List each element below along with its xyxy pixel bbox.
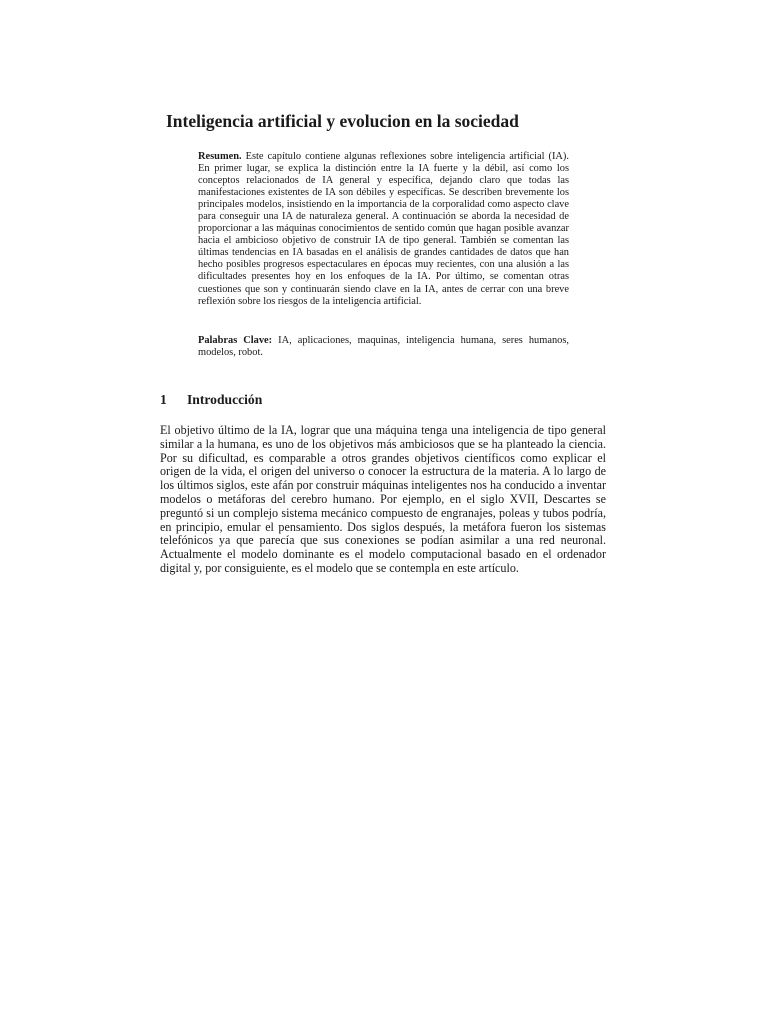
keywords-label: Palabras Clave:: [198, 335, 273, 346]
abstract-label: Resumen.: [198, 151, 242, 162]
keywords-text: IA, aplicaciones, maquinas, inteligencia humana, seres humanos, modelos, robot.: [198, 335, 569, 359]
abstract: [198, 151, 569, 308]
paper-title: Inteligencia artificial y evolucion en la sociedad: [166, 111, 519, 131]
section-number: 1: [160, 392, 167, 407]
introduction-paragraph: El objetivo último de la IA, lograr que una máquina tenga una inteligencia de tipo general similar a la humana, es uno de los objetivos más ambiciosos que se ha planteado la ciencia. Por su dificultad, es comparable a otros grandes objetivos científicos como explicar el origen de la vida, el origen del universo o conocer la estructura de la materia. A lo largo de los últimos siglos, este afán por construir máquinas inteligentes nos ha conducido a inventar modelos o metáforas del cerebro humano. Por ejemplo, en el siglo XVII, Descartes se preguntó si un complejo sistema mecánico compuesto de engranajes, poleas y tubos podría, en principio, emular el pensamiento. Dos siglos después, la metáfora fueron los sistemas telefónicos ya que parecía que sus conexiones se podían asimilar a una red neuronal. Actualmente el modelo dominante es el modelo computacional basado en el ordenador digital y, por consiguiente, es el modelo que se contempla en este artículo.: [160, 423, 606, 575]
section-title: Introducción: [187, 392, 263, 407]
abstract-text: Este capítulo contiene algunas reflexiones sobre inteligencia artificial (IA). En primer lugar, se explica la distinción entre la IA fuerte y la débil, así como los conceptos relacionados de IA general y específica, dejando claro que todas las manifestaciones existentes de IA son débiles y específicas. Se describen brevemente los principales modelos, insistiendo en la importancia de la corporalidad como aspecto clave para conseguir una IA de naturaleza general. A continuación se aborda la necesidad de proporcionar a las máquinas conocimientos de sentido común que hagan posible avanzar hacia el ambicioso objetivo de construir IA de tipo general. También se comentan las últimas tendencias en IA basadas en el análisis de grandes cantidades de datos que han hecho posibles progresos espectaculares en épocas muy recientes, con una alusión a las dificultades presentes hoy en los enfoques de la IA. Por último, se comentan otras cuestiones que son y continuarán siendo clave en la IA, antes de cerrar con una breve reflexión sobre los riesgos de la inteligencia artificial.: [198, 151, 569, 307]
keywords: [198, 335, 569, 360]
section-heading-introduccion: [160, 392, 262, 408]
